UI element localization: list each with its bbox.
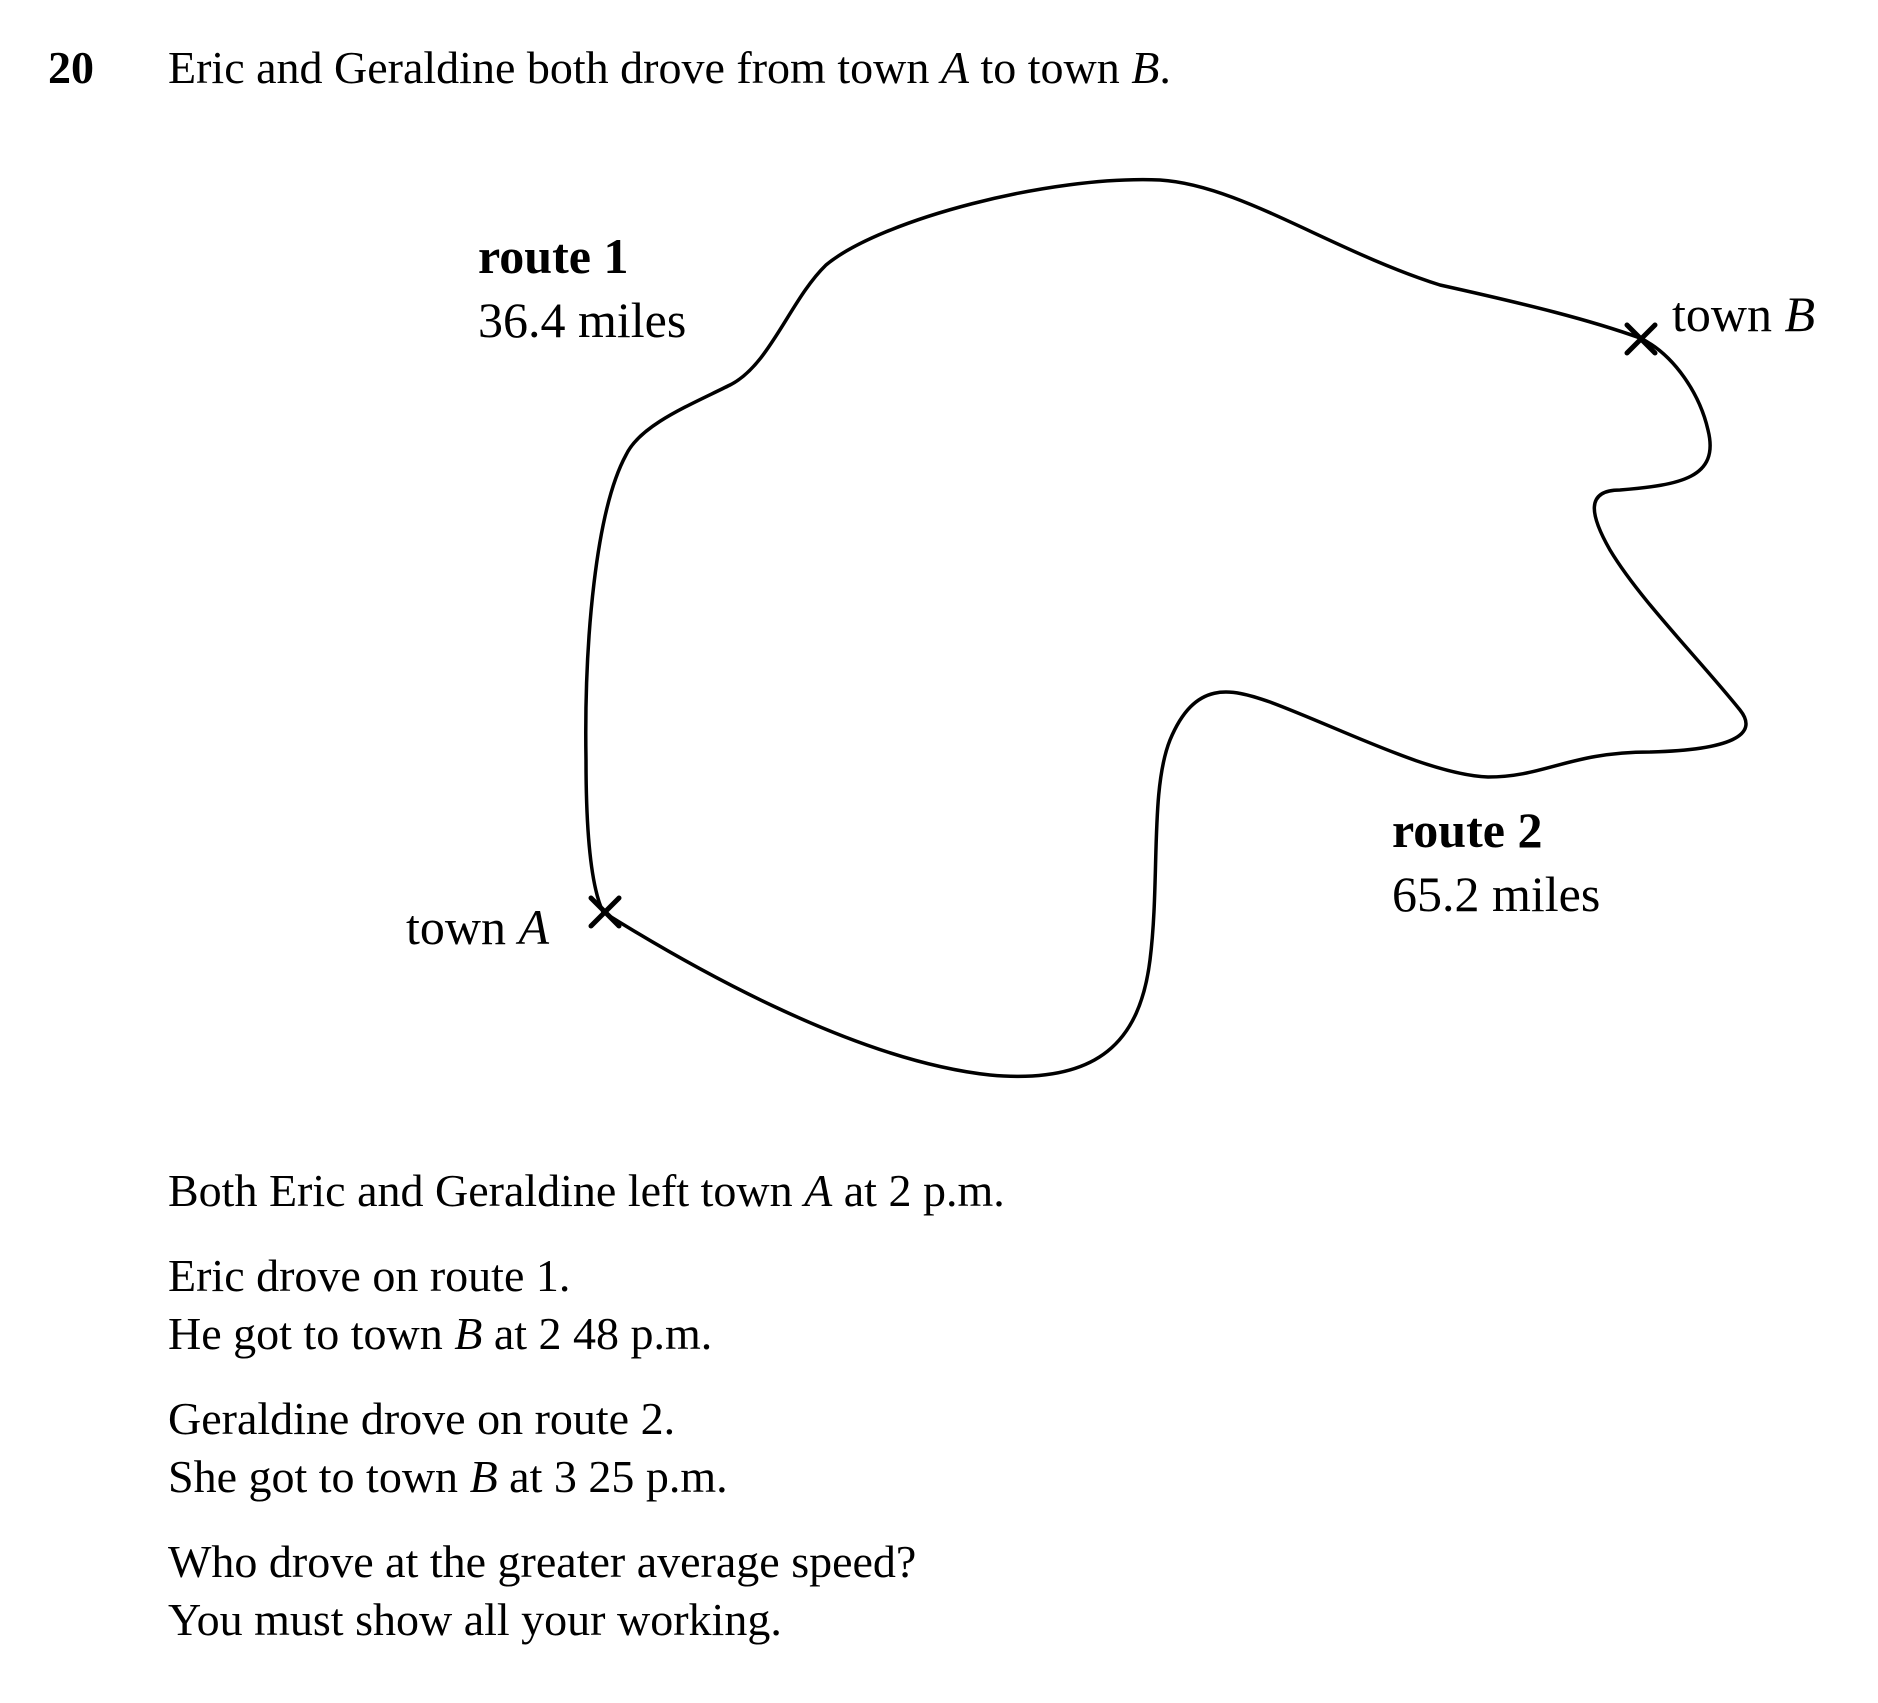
question-prompt: Who drove at the greater average speed?: [168, 1536, 917, 1587]
town-b-letter: B: [1784, 286, 1816, 342]
p2-text-end: at 2 48 p.m.: [482, 1308, 713, 1359]
p2-town-b: B: [454, 1308, 483, 1359]
route-2-label: [1392, 800, 1542, 860]
intro-text-end: .: [1159, 42, 1171, 93]
route-1-distance: 36.4 miles: [478, 292, 687, 348]
paragraph-eric-arrival: [168, 1305, 712, 1363]
paragraph-geraldine-arrival: [168, 1448, 728, 1506]
intro-text-mid: to town: [968, 42, 1132, 93]
question-number: 20: [48, 42, 94, 93]
route-1-name: route 1: [478, 228, 629, 284]
town-a-marker: [591, 898, 619, 926]
p3-text: She got to town: [168, 1451, 470, 1502]
route-1-label: [478, 226, 628, 286]
p1-town-a: A: [804, 1165, 833, 1216]
town-b-label: [1672, 284, 1815, 344]
working-instruction: You must show all your working.: [168, 1594, 782, 1645]
intro-town-b: B: [1131, 42, 1160, 93]
intro-town-a: A: [940, 42, 969, 93]
p1-text: Both Eric and Geraldine left town: [168, 1165, 805, 1216]
p3-text-end: at 3 25 p.m.: [497, 1451, 728, 1502]
paragraph-geraldine-route: Geraldine drove on route 2.: [168, 1393, 676, 1444]
town-b-word: town: [1672, 286, 1785, 342]
town-b-marker: [1627, 325, 1655, 353]
town-a-word: town: [406, 899, 519, 955]
town-a-label: [406, 897, 549, 957]
p3-town-b: B: [469, 1451, 498, 1502]
route-2-path: [603, 338, 1746, 1076]
paragraph-start-time: [168, 1162, 1005, 1220]
route-2-name: route 2: [1392, 802, 1543, 858]
route-2-distance: 65.2 miles: [1392, 866, 1601, 922]
town-a-letter: A: [518, 899, 550, 955]
paragraph-eric-route: Eric drove on route 1.: [168, 1250, 571, 1301]
p1-text-end: at 2 p.m.: [832, 1165, 1005, 1216]
p2-text: He got to town: [168, 1308, 455, 1359]
intro-text: Eric and Geraldine both drove from town: [168, 42, 941, 93]
